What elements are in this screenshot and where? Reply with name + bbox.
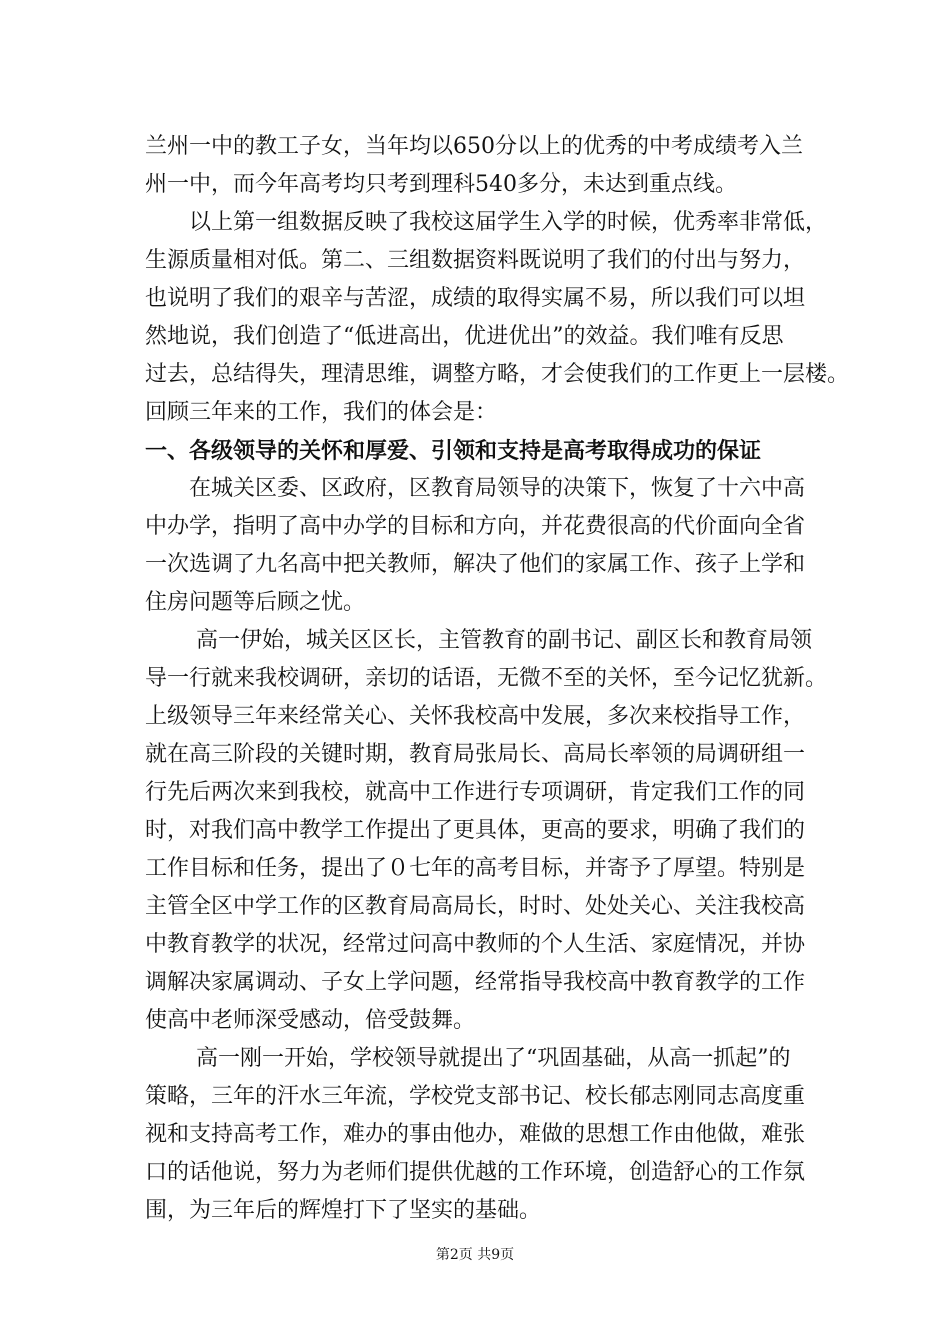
text-line: 中办学，指明了高中办学的目标和方向，并花费很高的代价面向全省 xyxy=(145,514,806,539)
text-line: 行先后两次来到我校，就高中工作进行专项调研，肯定我们工作的同 xyxy=(145,780,806,805)
text-line: 中教育教学的状况，经常过问高中教师的个人生活、家庭情况，并协 xyxy=(145,932,806,957)
text-line: 住房问题等后顾之忧。 xyxy=(145,590,366,615)
text-line: 口的话他说，努力为老师们提供优越的工作环境，创造舒心的工作氛 xyxy=(145,1160,806,1185)
text-line: 时，对我们高中教学工作提出了更具体，更高的要求，明确了我们的 xyxy=(145,818,806,843)
text-line: 回顾三年来的工作，我们的体会是： xyxy=(145,400,498,425)
text-line: 然地说，我们创造了“低进高出，优进优出”的效益。我们唯有反思 xyxy=(145,324,784,349)
text-line: 调解决家属调动、子女上学问题，经常指导我校高中教育教学的工作 xyxy=(145,970,806,995)
text-line: 在城关区委、区政府，区教育局领导的决策下，恢复了十六中高 xyxy=(145,476,806,501)
document-body xyxy=(145,128,850,1230)
text-line: 围，为三年后的辉煌打下了坚实的基础。 xyxy=(145,1198,542,1223)
text-line: 兰州一中的教工子女，当年均以650分以上的优秀的中考成绩考入兰 xyxy=(145,134,803,159)
text-line: 也说明了我们的艰辛与苦涩，成绩的取得实属不易，所以我们可以坦 xyxy=(145,286,806,311)
text-line: 州一中，而今年高考均只考到理科540多分，未达到重点线。 xyxy=(145,172,737,197)
text-line: 上级领导三年来经常关心、关怀我校高中发展，多次来校指导工作， xyxy=(145,704,806,729)
section-heading: 一、各级领导的关怀和厚爱、引领和支持是高考取得成功的保证 xyxy=(145,438,762,464)
text-line: 以上第一组数据反映了我校这届学生入学的时候，优秀率非常低， xyxy=(145,210,828,235)
text-line: 工作目标和任务，提出了０七年的高考目标，并寄予了厚望。特别是 xyxy=(145,856,806,881)
text-line: 生源质量相对低。第二、三组数据资料既说明了我们的付出与努力， xyxy=(145,248,806,273)
text-line: 导一行就来我校调研，亲切的话语，无微不至的关怀，至今记忆犹新。 xyxy=(145,666,828,691)
text-line: 视和支持高考工作，难办的事由他办，难做的思想工作由他做，难张 xyxy=(145,1122,806,1147)
text-line: 一次选调了九名高中把关教师，解决了他们的家属工作、孩子上学和 xyxy=(145,552,806,577)
page-number-footer: 第2页 共9页 xyxy=(435,1247,515,1263)
text-line: 高一伊始，城关区区长，主管教育的副书记、副区长和教育局领 xyxy=(145,628,812,653)
text-line: 就在高三阶段的关键时期，教育局张局长、高局长率领的局调研组一 xyxy=(145,742,806,767)
text-line: 策略，三年的汗水三年流，学校党支部书记、校长郁志刚同志高度重 xyxy=(145,1084,806,1109)
text-line: 主管全区中学工作的区教育局高局长，时时、处处关心、关注我校高 xyxy=(145,894,806,919)
text-line: 过去，总结得失，理清思维，调整方略，才会使我们的工作更上一层楼。 xyxy=(145,362,850,387)
text-line: 高一刚一开始，学校领导就提出了“巩固基础，从高一抓起”的 xyxy=(145,1046,791,1071)
text-line: 使高中老师深受感动，倍受鼓舞。 xyxy=(145,1008,476,1033)
